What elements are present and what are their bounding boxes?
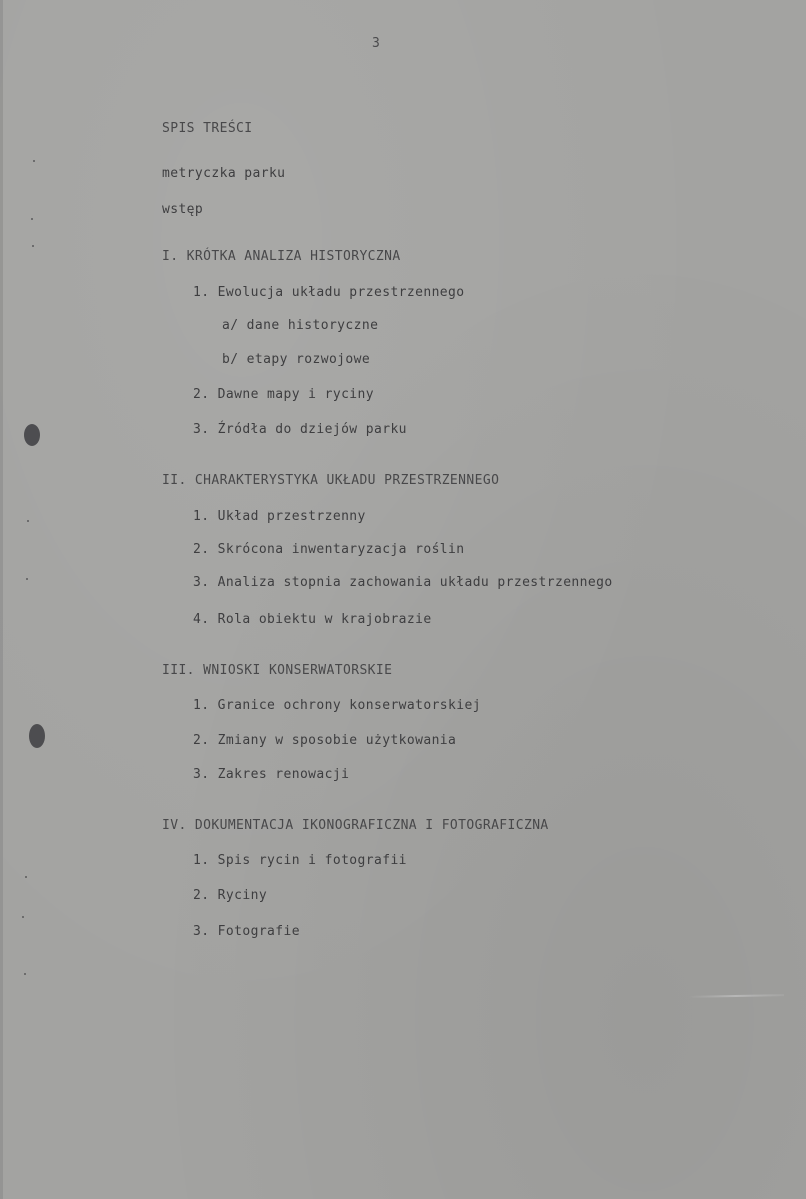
page-number: 3 [372,36,381,51]
margin-speck [22,916,24,918]
page-edge-shadow [0,0,3,1199]
toc-subitem: b/ etapy rozwojowe [222,352,371,367]
toc-item: 2. Ryciny [193,888,268,903]
toc-item: 2. Zmiany w sposobie użytkowania [193,733,457,748]
paper-crease [688,994,784,998]
toc-section-heading: III. WNIOSKI KONSERWATORSKIE [162,663,393,678]
toc-item: 3. Źródła do dziejów parku [193,422,407,437]
punch-hole-mark [29,724,45,748]
margin-speck [24,973,26,975]
toc-item: 1. Układ przestrzenny [193,509,366,524]
toc-item: 1. Spis rycin i fotografii [193,853,407,868]
margin-speck [33,160,35,162]
margin-speck [27,520,29,522]
toc-front-item: metryczka parku [162,166,286,181]
margin-speck [31,218,33,220]
toc-item: 4. Rola obiektu w krajobrazie [193,612,432,627]
toc-item: 3. Analiza stopnia zachowania układu przestrzennego [193,575,613,590]
toc-item: 2. Dawne mapy i ryciny [193,387,374,402]
toc-item: 3. Fotografie [193,924,300,939]
margin-speck [26,578,28,580]
toc-item: 3. Zakres renowacji [193,767,350,782]
toc-item: 1. Granice ochrony konserwatorskiej [193,698,481,713]
margin-speck [32,245,34,247]
toc-section-heading: II. CHARAKTERYSTYKA UKŁADU PRZESTRZENNEGO [162,473,500,488]
punch-hole-mark [24,424,40,446]
toc-section-heading: IV. DOKUMENTACJA IKONOGRAFICZNA I FOTOGRAFICZNA [162,818,549,833]
toc-section-heading: I. KRÓTKA ANALIZA HISTORYCZNA [162,249,401,264]
margin-speck [25,876,27,878]
toc-item: 1. Ewolucja układu przestrzennego [193,285,465,300]
toc-subitem: a/ dane historyczne [222,318,379,333]
toc-title: SPIS TREŚCI [162,121,253,136]
toc-front-item: wstęp [162,202,204,217]
toc-item: 2. Skrócona inwentaryzacja roślin [193,542,465,557]
